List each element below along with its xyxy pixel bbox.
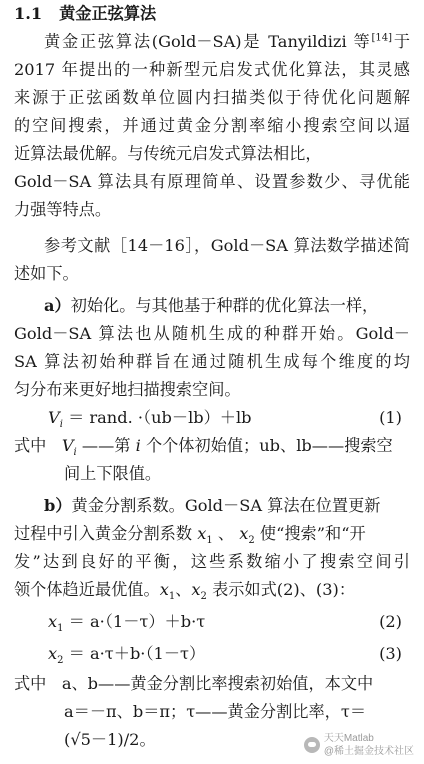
watermark (304, 732, 414, 758)
equation-1-number: (1) (379, 408, 402, 427)
where-1-line-2: 间上下限值。 (64, 464, 162, 483)
where-2-line-2: a＝－π、b＝π；τ——黄金分割比率，τ＝ (64, 702, 367, 721)
intro-line-7: 力强等特点。 (14, 200, 112, 219)
watermark-line-2: @稀土掘金技术社区 (323, 746, 414, 757)
part-b-line-4: 领个体趋近最优值。$x_1$、$x_2$ 表示如式(2)、(3)： (14, 580, 356, 603)
refs-line-2: 述如下。 (14, 264, 79, 283)
equation-3: $x_2 = a\cdot\tau+b\cdot(1-\tau)$ (48, 644, 206, 667)
equation-3-number: (3) (379, 644, 402, 663)
intro-line-5: 近算法最优解。与传统元启发式算法相比， (14, 144, 322, 163)
equation-2-number: (2) (379, 612, 402, 631)
part-a-line-1: a）初始化。与其他基于种群的优化算法一样， (44, 296, 379, 315)
part-a-line-4: 匀分布来更好地扫描搜索空间。 (14, 380, 241, 399)
intro-line-6: Gold－SA 算法具有原理简单、设置参数少、寻优能 (14, 172, 410, 191)
where-2-line-3: (√5－1)/2。 (64, 730, 156, 749)
citation-14: [14] (371, 32, 393, 44)
refs-line-1: 参考文献［14－16］，Gold－SA 算法数学描述简 (44, 236, 410, 255)
part-b-line-2: 过程中引入黄金分割系数 $x_1$ 、 $x_2$ 使“搜索”和“开 (14, 524, 366, 547)
section-heading (14, 0, 410, 28)
wechat-icon (304, 737, 320, 753)
intro-line-3: 来源于正弦函数单位圆内扫描类似于待优化问题解 (14, 88, 410, 107)
where-1-line-1: 式中 $V_i$ ——第 i 个个体初始值；ub、lb——搜索空 (14, 436, 393, 459)
part-a-line-3: SA 算法初始种群旨在通过随机生成每个维度的均 (14, 352, 410, 371)
section-title: 黄金正弦算法 (59, 4, 157, 23)
watermark-line-1: 天天Matlab (323, 733, 374, 744)
part-a-line-2: Gold－SA 算法也从随机生成的种群开始。Gold－ (14, 324, 410, 343)
part-b-label: b） (44, 496, 72, 515)
section-number: 1.1 (14, 4, 43, 23)
equation-2: $x_1 = a\cdot(1-\tau)+b\cdot\tau$ (48, 612, 206, 635)
intro-line-4: 的空间搜索，并通过黄金分割率缩小搜索空间以逼 (14, 116, 410, 135)
intro-line-1: 黄金正弦算法(Gold－SA)是 Tanyildizi 等[14]于 (44, 32, 410, 51)
equation-1: $V_i$ ＝ rand. ·（ub－lb）＋lb (48, 408, 252, 431)
part-b-line-3: 发”达到良好的平衡，这些系数缩小了搜索空间引 (14, 552, 410, 571)
where-2-line-1: 式中 a、b——黄金分割比率搜索初始值，本文中 (14, 674, 374, 693)
intro-line-2: 2017 年提出的一种新型元启发式优化算法，其灵感 (14, 60, 410, 79)
part-a-label: a） (44, 296, 71, 315)
part-b-line-1: b）黄金分割系数。Gold－SA 算法在位置更新 (44, 496, 381, 515)
